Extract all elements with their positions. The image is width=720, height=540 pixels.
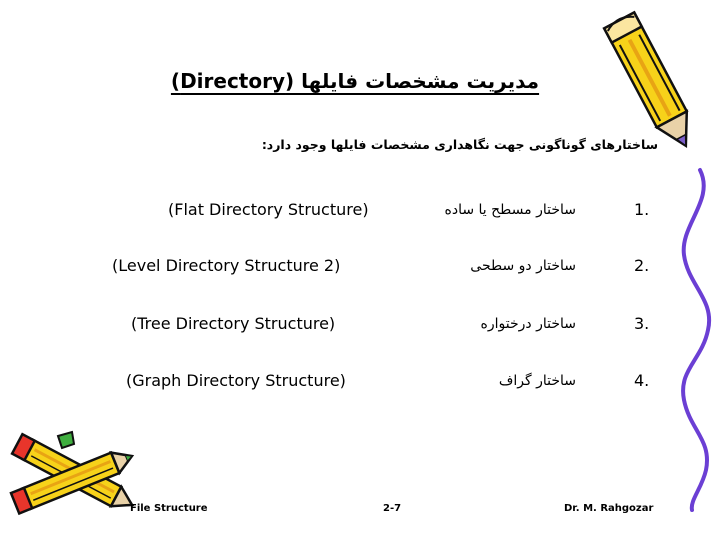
item-persian-label: ساختار مسطح یا ساده (444, 202, 576, 218)
intro-text: ساختارهای گوناگونی جهت نگاهداری مشخصات فایلها وجود دارد: (261, 137, 658, 152)
item-number: 2. (634, 256, 650, 275)
list-item (0, 195, 660, 225)
item-english-label: (Tree Directory Structure) (131, 314, 336, 333)
wavy-line-icon (670, 170, 720, 510)
item-number: 3. (634, 314, 650, 333)
item-english-label: (Level Directory Structure 2) (112, 256, 341, 275)
footer-author: Dr. M. Rahgozar (564, 503, 654, 514)
item-english-label: (Graph Directory Structure) (126, 371, 346, 390)
crossed-pencils-icon (0, 428, 150, 528)
list-item (0, 251, 660, 281)
footer-page-number: 2-7 (383, 503, 402, 514)
list-item (0, 309, 660, 339)
item-persian-label: ساختار دو سطحی (470, 258, 576, 274)
list-item (0, 366, 660, 396)
item-persian-label: ساختار گراف (498, 373, 576, 389)
item-number: 4. (634, 371, 650, 390)
footer-course: File Structure (130, 503, 208, 514)
item-persian-label: ساختار درختواره (480, 316, 576, 332)
item-english-label: (Flat Directory Structure) (168, 200, 369, 219)
page-title: مدیریت مشخصات فایلها (Directory) (170, 69, 540, 93)
item-number: 1. (634, 200, 650, 219)
